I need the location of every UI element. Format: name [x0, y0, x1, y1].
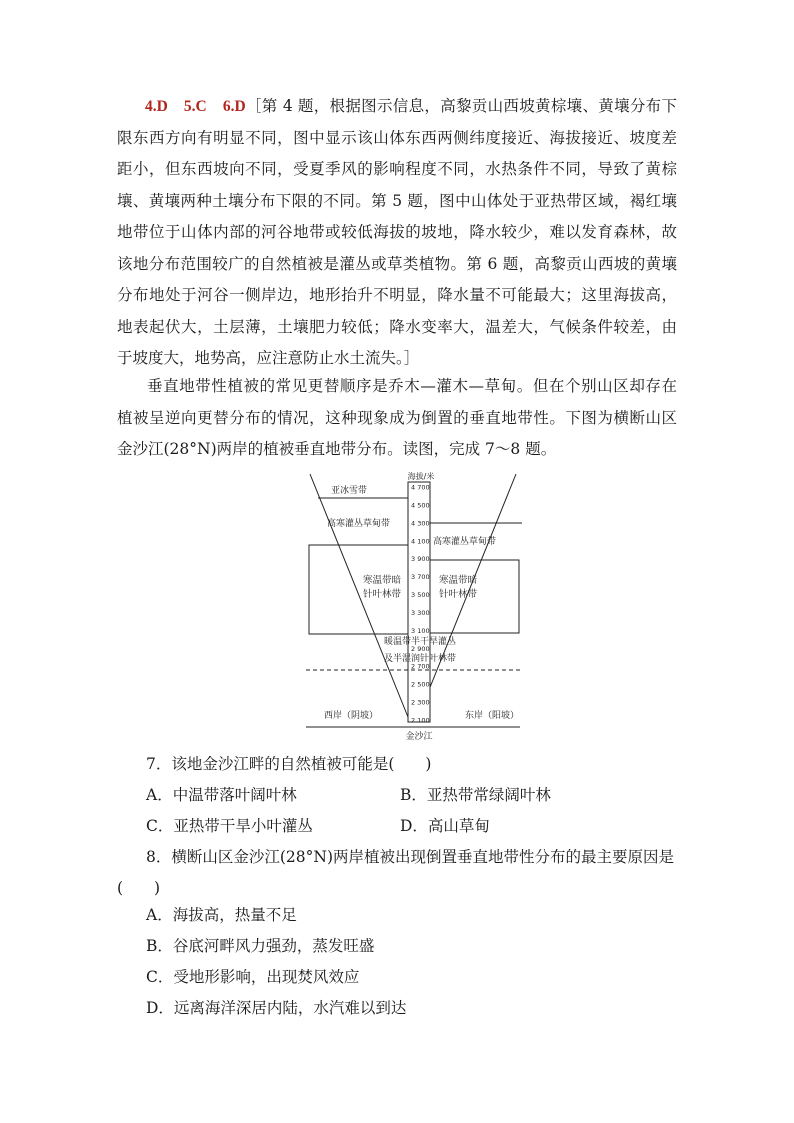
intro-line: 植被呈逆向更替分布的情况，这种现象成为倒置的垂直地带性。下图为横断山区: [117, 408, 677, 427]
conifer-west-label: 寒温带暗: [362, 575, 402, 586]
question-8-option-a: A．海拔高，热量不足: [146, 906, 297, 924]
explanation-line: 该地分布范围较广的自然植被是灌丛或草类植物。第 6 题，高黎贡山西坡的黄壤: [117, 254, 677, 273]
elevation-tick-label: 2 100: [411, 716, 430, 725]
question-7-stem: 7．该地金沙江畔的自然植被可能是( ): [146, 755, 432, 773]
intro-line: 金沙江(28°N)两岸的植被垂直地带分布。读图，完成 7～8 题。: [117, 440, 557, 458]
explanation-line: 于坡度大，地势高，应注意防止水土流失。］: [117, 349, 420, 367]
explanation-line: 地带位于山体内部的河谷地带或较低海拔的坡地，降水较少，难以发育森林，故: [117, 223, 677, 241]
intro-line: 垂直地带性植被的常见更替顺序是乔木—灌木—草甸。但在个别山区却存在: [147, 377, 677, 395]
question-8-option-d: D．远离海洋深居内陆，水汽难以到达: [146, 999, 407, 1017]
river-label: 金沙江: [405, 732, 433, 742]
question-7-option-d: D．高山草甸: [400, 817, 490, 835]
vegetation-vertical-zone-diagram: [298, 468, 538, 742]
alpine-meadow-west-label: 高寒灌丛草甸带: [327, 519, 391, 529]
alpine-meadow-east-label: 高寒灌丛草甸带: [433, 537, 497, 547]
axis-title: 海拔/米: [407, 472, 435, 481]
elevation-tick-label: 2 900: [411, 644, 430, 653]
elevation-tick-label: 3 700: [411, 573, 430, 582]
question-8-option-c: C．受地形影响，出现焚风效应: [146, 968, 360, 986]
question-7-option-a: A．中温带落叶阔叶林: [146, 786, 297, 804]
elevation-tick-label: 4 100: [411, 537, 430, 546]
explanation-line: 4.D 5.C 6.D［第 4 题，根据图示信息，高黎贡山西坡黄棕壤、黄壤分布下: [145, 97, 677, 115]
explanation-paragraph: [117, 91, 677, 375]
east-bank-label: 东岸（阳坡）: [465, 711, 520, 721]
elevation-tick-label: 2 300: [411, 698, 430, 707]
elevation-tick-label: 4 500: [411, 501, 430, 510]
question-7-option-c: C．亚热带干旱小叶灌丛: [146, 817, 313, 835]
elevation-tick-label: 2 500: [411, 680, 430, 689]
conifer-west-label: 针叶林带: [362, 589, 402, 600]
subglacial-zone-label: 亚冰雪带: [331, 486, 368, 496]
dry-shrub-zone-label: 暖温带半干旱灌丛: [383, 637, 457, 647]
question-7-option-b: B．亚热带常绿阔叶林: [400, 786, 551, 804]
answer-key: 4.D 5.C 6.D: [145, 98, 246, 115]
question-8-stem: 8．横断山区金沙江(28°N)两岸植被出现倒置垂直地带性分布的最主要原因是: [146, 848, 674, 866]
elevation-tick-label: 4 700: [411, 483, 430, 492]
elevation-tick-label: 3 300: [411, 608, 430, 617]
intro-paragraph: [117, 371, 677, 466]
question-8-option-b: B．谷底河畔风力强劲，蒸发旺盛: [146, 937, 375, 955]
elevation-tick-label: 3 500: [411, 591, 430, 600]
elevation-tick-label: 4 300: [411, 519, 430, 528]
explanation-line: 分布地处于河谷一侧岸边，地形抬升不明显，降水量不可能最大；这里海拔高，: [117, 286, 677, 304]
conifer-east-label: 寒温带暗: [438, 575, 478, 586]
explanation-line: 地表起伏大，土层薄，土壤肥力较低；降水变率大，温差大，气候条件较差，由: [117, 317, 677, 336]
elevation-tick-label: 2 700: [411, 662, 430, 671]
explanation-line: 壤、黄壤两种土壤分布下限的不同。第 5 题，图中山体处于亚热带区域，褐红壤: [117, 191, 677, 210]
west-bank-label: 西岸（阴坡）: [324, 711, 379, 721]
explanation-line: 距小，但东西坡向不同，受夏季风的影响程度不同，水热条件不同，导致了黄棕: [117, 160, 677, 178]
conifer-east-label: 针叶林带: [438, 589, 478, 600]
dry-shrub-zone-label: 及半湿润针叶林带: [383, 654, 457, 664]
elevation-tick-label: 3 900: [411, 555, 430, 564]
elevation-tick-label: 3 100: [411, 626, 430, 635]
explanation-line: 限东西方向有明显不同，图中显示该山体东西两侧纬度接近、海拔接近、坡度差: [117, 128, 677, 147]
question-8-stem-cont: ( ): [117, 879, 161, 897]
